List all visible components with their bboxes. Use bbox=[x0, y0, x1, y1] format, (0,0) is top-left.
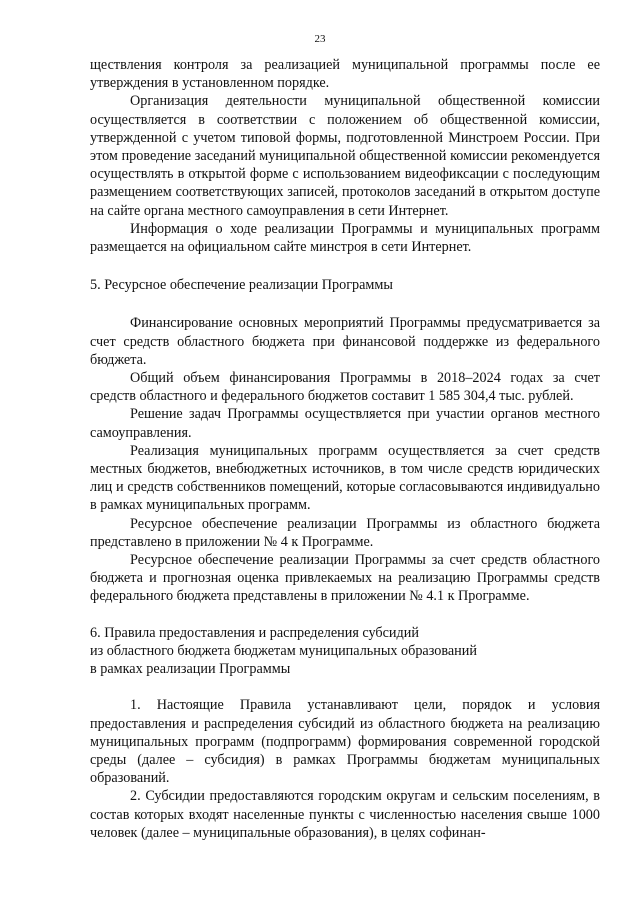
section-6-heading-line-1: 6. Правила предоставления и распределения субсидий bbox=[90, 624, 419, 641]
paragraph-rules-1: 1. Настоящие Правила устанавливают цели, порядок и условия предоставления и распределения субсидий из областного бюджета на реализацию муниципальных программ (подпрограмм) формирования современной городской среды (далее – субсидия) в рамках Программы бюджетам муниципальных образований. bbox=[90, 697, 600, 787]
paragraph-commission: Организация деятельности муниципальной общественной комиссии осуществляется в соответствии с положением об общественной комиссии, утвержденной с учетом типовой формы, подготовленной Минстроем России. При этом проведение заседаний муниципальной общественной комиссии рекомендуется осуществлять в открытой форме с использованием видеофиксации с последующим размещением соответствующих записей, протоколов заседаний в открытом доступе на сайте органа местного самоуправления в сети Интернет. bbox=[90, 93, 600, 219]
paragraph-continuation: ществления контроля за реализацией муниципальной программы после ее утверждения в установленном порядке. bbox=[90, 57, 600, 92]
paragraph-appendix-4: Ресурсное обеспечение реализации Программы из областного бюджета представлено в приложении № 4 к Программе. bbox=[90, 515, 600, 550]
section-6-heading-line-3: в рамках реализации Программы bbox=[90, 661, 291, 678]
paragraph-total-volume: Общий объем финансирования Программы в 2018–2024 годах за счет средств областного и федерального бюджетов составит 1 585 304,4 тыс. рублей. bbox=[90, 370, 600, 405]
paragraph-appendix-4-1: Ресурсное обеспечение реализации Программы за счет средств областного бюджета и прогнозная оценка привлекаемых на реализацию Программы средств федерального бюджета представлены в приложении № 4.1 к Программе. bbox=[90, 552, 600, 605]
section-6-heading-line-2: из областного бюджета бюджетам муниципальных образований bbox=[90, 642, 477, 659]
document-body bbox=[90, 56, 600, 842]
paragraph-municipal-programs: Реализация муниципальных программ осуществляется за счет средств местных бюджетов, внебюджетных источников, в том числе средств юридических лиц и средств собственников помещений, которые согласовываются индивидуально в рамках муниципальных программ. bbox=[90, 442, 600, 514]
paragraph-tasks: Решение задач Программы осуществляется при участии органов местного самоуправления. bbox=[90, 406, 600, 441]
paragraph-information: Информация о ходе реализации Программы и муниципальных программ размещается на официальном сайте минстроя в сети Интернет. bbox=[90, 220, 600, 256]
section-5-heading: 5. Ресурсное обеспечение реализации Программы bbox=[90, 277, 393, 294]
paragraph-financing: Финансирование основных мероприятий Программы предусматривается за счет средств областного бюджета при финансовой поддержке из федерального бюджета. bbox=[90, 315, 600, 368]
page-number: 23 bbox=[314, 33, 326, 45]
section-6-heading bbox=[90, 624, 600, 679]
paragraph-rules-2: 2. Субсидии предоставляются городским округам и сельским поселениям, в состав которых входят населенные пункты с численностью населения свыше 1000 человек (далее – муниципальные образования), в целях софинан- bbox=[90, 788, 600, 841]
